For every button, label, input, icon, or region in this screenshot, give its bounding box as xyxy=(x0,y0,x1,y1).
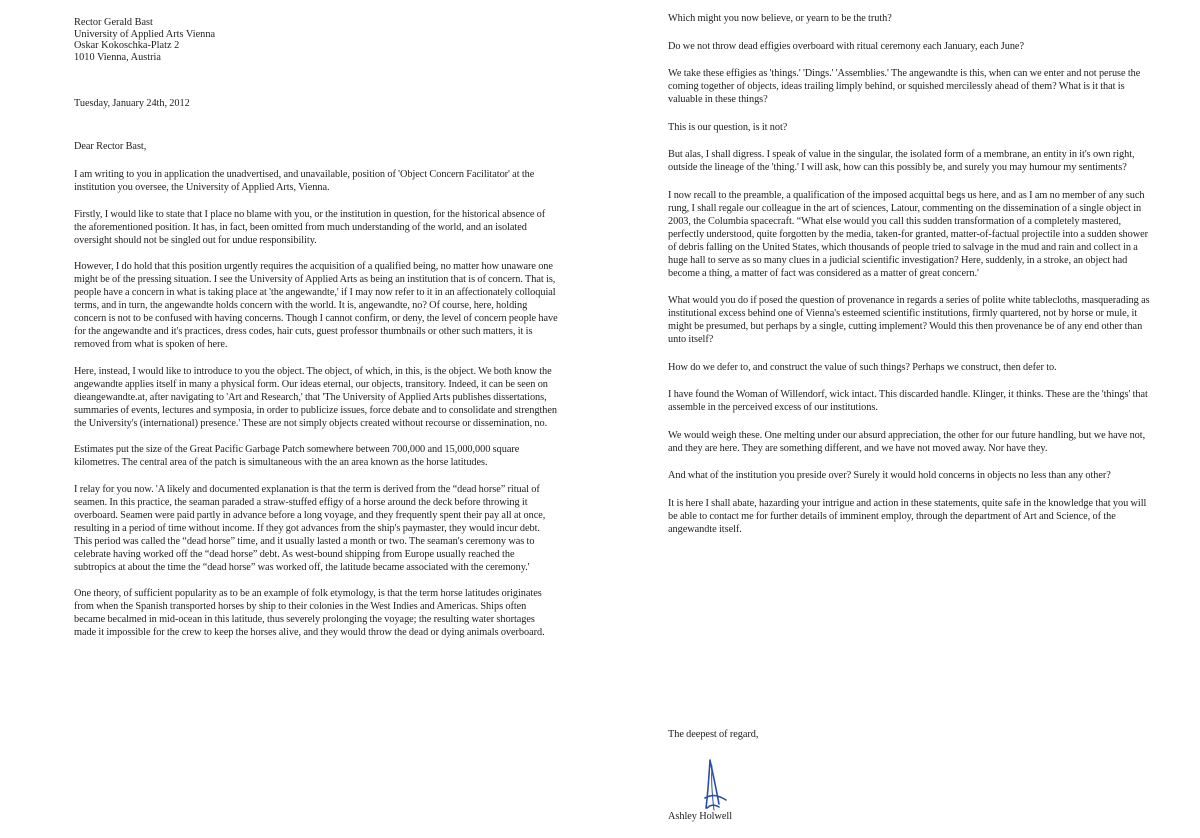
signer-name: Ashley Holwell xyxy=(668,811,733,822)
letter-body-left xyxy=(74,168,558,653)
paragraph: And what of the institution you preside over? Surely it would hold concerns in objects no less than any other? xyxy=(668,470,1111,481)
address-line: University of Applied Arts Vienna xyxy=(74,28,216,40)
paragraph: I relay for you now. 'A likely and documented explanation is that the term is derived from the “dead horse” ritual of seamen. In this practice, the seaman paraded a straw-stuffed effigy of a horse around the deck before throwing it overboard. Seamen were paid partly in advance before a long voyage, and they frequently spent their pay all at once, resulting in a period of time without income. If they got advances from the ship's paymaster, they would incur debt. This period was called the “dead horse” time, and it usually lasted a month or two. The seaman's ceremony was to celebrate having worked off the “dead horse” debt. As west-bound shipping from Europe usually reached the subtropics at about the time the “dead horse” was worked off, the latitude became associated with the ceremony.' xyxy=(74,483,546,573)
salutation: Dear Rector Bast, xyxy=(74,141,147,152)
letter-body-right xyxy=(668,12,1158,550)
paragraph: We take these effigies as 'things.' 'Dings.' 'Assemblies.' The angewandte is this, when can we enter and not peruse the coming together of objects, ideas trailing limply behind, or squished mercilessly ahead of them? What is it that is valuable in these things? xyxy=(668,68,1141,105)
address-line: 1010 Vienna, Austria xyxy=(74,51,161,63)
paragraph: Firstly, I would like to state that I place no blame with you, or the institution in question, for the historical absence of the aforementioned position. It has, in fact, been omitted from much understanding of the world, and an isolated oversight should not be singled out for undue responsibility. xyxy=(74,208,546,246)
paragraph: But alas, I shall digress. I speak of value in the singular, the isolated form of a membrane, an entity in it's own right, outside the lineage of the 'thing.' I will ask, how can this possibly be, and surely you may humour my sentiments? xyxy=(668,149,1135,173)
address-line: Oskar Kokoschka-Platz 2 xyxy=(74,40,180,51)
closing: The deepest of regard, xyxy=(668,729,759,740)
recipient-address xyxy=(74,17,374,63)
paragraph: It is here I shall abate, hazarding your intrigue and action in these statements, quite safe in the knowledge that you will be able to contact me for further details of imminent employ, through the department of Art and Science, of the angewandte itself. xyxy=(668,497,1147,535)
letter-page-right xyxy=(668,0,1158,838)
paragraph: Do we not throw dead effigies overboard with ritual ceremony each January, each June? xyxy=(668,40,1024,52)
paragraph: How do we defer to, and construct the value of such things? Perhaps we construct, then defer to. xyxy=(668,361,1057,373)
paragraph: However, I do hold that this position urgently requires the acquisition of a qualified being, no matter how unaware one might be of the pressing situation. I see the University of Applied Arts as being an institution that is of concern. That is, people have a concern in what is taking place at 'the angewandte,' if I may now refer to it in an affectionately colloquial terms, and in turn, the angewandte holds concern with the world. It is, angewandte, no? Of course, here, holding concern is not to be confused with having concerns. Though I cannot confirm, or deny, the level of concern people have for the angewandte and it's practices, dress codes, hair cuts, guest professor thumbnails or other such matters, it is removed from what is spoken of here. xyxy=(74,261,558,350)
paragraph: Here, instead, I would like to introduce to you the object. The object, of which, in this, is the object. We both know the angewandte applies itself in many a physical form. Our ideas eternal, our objects, transitory. Indeed, it can be seen on dieangewandte.at, after navigating to 'Art and Research,' that 'The University of Applied Arts publishes dissertations, summaries of events, lectures and symposia, in order to publicize issues, force debate and to consolidate and strengthen the University's (international) presence.' These are not simply objects created without recourse or dissemination, no. xyxy=(74,365,557,429)
paragraph: We would weigh these. One melting under our absurd appreciation, the other for our future handling, but we have not, and they are here. They are something different, and we have not moved away. Nor have they. xyxy=(668,429,1146,454)
paragraph: Which might you now believe, or yearn to be the truth? xyxy=(668,13,892,24)
letter-page-left xyxy=(74,0,558,838)
letter-date: Tuesday, January 24th, 2012 xyxy=(74,98,190,109)
address-line: Rector Gerald Bast xyxy=(74,17,153,28)
paragraph: I have found the Woman of Willendorf, wick intact. This discarded handle. Klinger, it thinks. These are the 'things' that assemble in the perceived excess of our institutions. xyxy=(668,389,1148,413)
handwritten-signature xyxy=(696,758,736,818)
paragraph: What would you do if posed the question of provenance in regards a series of polite white tablecloths, masquerading as institutional excess behind one of Vienna's esteemed scientific institutions, firmly quartered, not by horse or mule, it might be presumed, but perhaps by a single, cutting implement? Would this then provenance be of any end other than unto itself? xyxy=(668,295,1150,345)
paragraph: Estimates put the size of the Great Pacific Garbage Patch somewhere between 700,000 and 15,000,000 square kilometres. The central area of the patch is simultaneous with the an area known as the horse latitudes. xyxy=(74,444,520,468)
paragraph: One theory, of sufficient popularity as to be an example of folk etymology, is that the term horse latitudes originates from when the Spanish transported horses by ship to their colonies in the West Indies and Americas. Ships often became becalmed in mid-ocean in this latitude, thus severely prolonging the voyage; the resulting water shortages made it impossible for the crew to keep the horses alive, and they would throw the dead or dying animals overboard. xyxy=(74,588,545,638)
paragraph: I am writing to you in application the unadvertised, and unavailable, position of 'Object Concern Facilitator' at the institution you oversee, the University of Applied Arts, Vienna. xyxy=(74,169,535,193)
paragraph: I now recall to the preamble, a qualification of the imposed acquittal begs us here, and as I am no member of any such rung, I shall regale our colleague in the art of sciences, Latour, commenting on the dissemination of a single object in 2003, the Columbia spacecraft. “What else would you call this sudden transformation of a completely mastered, perfectly understood, quite forgotten by the media, taken-for granted, matter-of-factual projectile into a sudden shower of debris falling on the United States, which thousands of people tried to salvage in the mud and rain and collect in a huge hall to serve as so many clues in a judicial scientific investigation? Here, suddenly, in a stroke, an object had become a thing, a matter of fact was considered as a matter of great concern.' xyxy=(668,189,1149,279)
paragraph: This is our question, is it not? xyxy=(668,121,788,133)
